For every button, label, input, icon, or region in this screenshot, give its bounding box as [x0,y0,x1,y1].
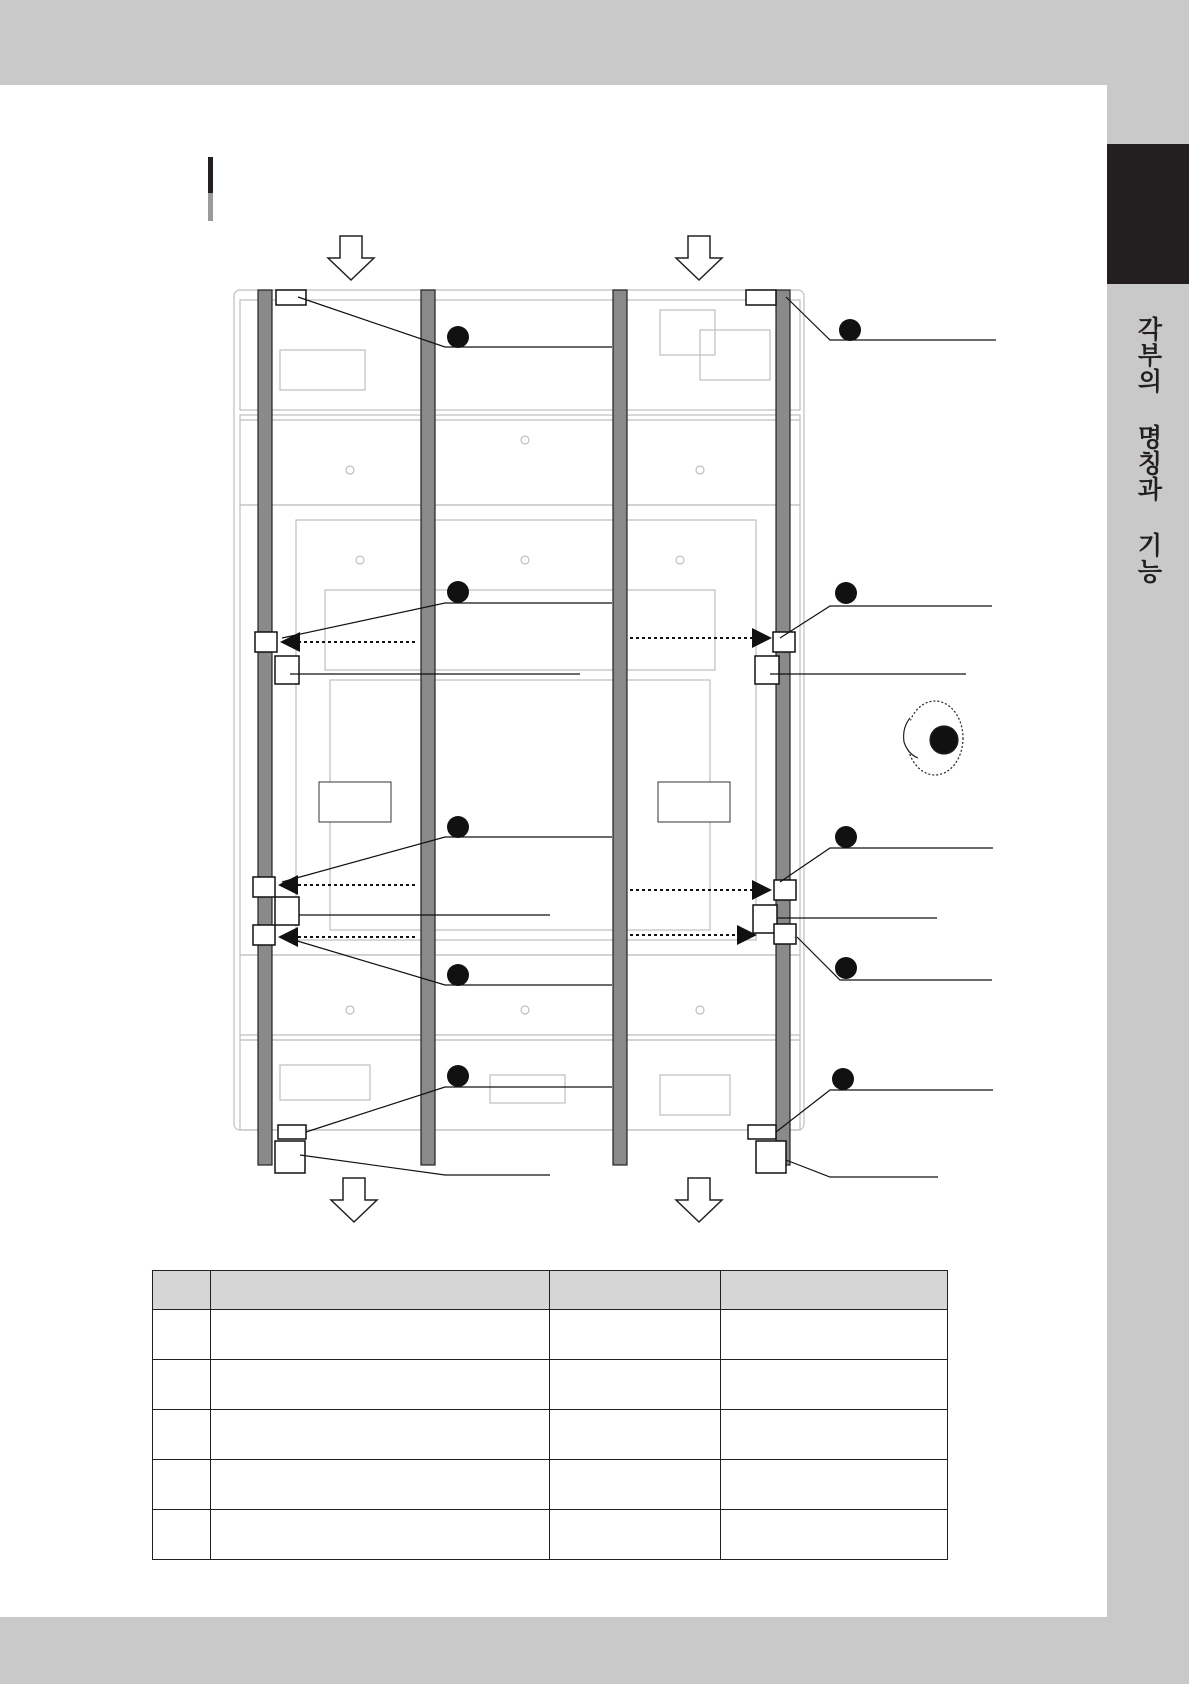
table-cell [211,1510,550,1560]
sensor-bottom-right-2 [756,1141,786,1173]
table-cell [721,1360,948,1410]
callout-dot-right-4 [835,957,857,979]
table-cell [211,1460,550,1510]
sensor-right-3 [774,880,796,900]
chapter-title: 각부의 명칭과 기능 [1134,316,1163,584]
table-cell [153,1410,211,1460]
left-label-box [319,782,391,822]
table-header-cell [721,1271,948,1310]
rail-4 [776,290,790,1165]
rail-3 [613,290,627,1165]
table-cell [153,1310,211,1360]
table-cell [550,1510,721,1560]
flow-out-arrow-right [676,1178,722,1222]
parts-table [152,1270,948,1560]
callout-dot-left-1 [447,326,469,348]
sensor-left-4 [275,897,299,925]
table-header-row [153,1271,948,1310]
sensor-bottom-left-2 [275,1141,305,1173]
table-cell [153,1510,211,1560]
sensor-left-2 [275,656,299,684]
table-cell [721,1460,948,1510]
table-row [153,1310,948,1360]
sensor-bottom-right-1 [748,1125,776,1139]
table-cell [153,1360,211,1410]
table-cell [550,1410,721,1460]
callout-dot-left-5 [447,1065,469,1087]
table-header-cell [211,1271,550,1310]
table-row [153,1410,948,1460]
sensor-left-1 [255,632,277,652]
sensor-top-left [276,290,306,305]
flow-in-arrow-right [676,236,722,280]
operator-figure [904,701,963,775]
rail-2 [421,290,435,1165]
flow-out-arrow-left [331,1178,377,1222]
table-cell [211,1410,550,1460]
table-cell [721,1510,948,1560]
sensor-top-right [746,290,776,305]
table-cell [721,1410,948,1460]
table-row [153,1510,948,1560]
sensor-left-3 [253,877,275,897]
callout-dot-left-2 [447,581,469,603]
table-cell [550,1360,721,1410]
table-row [153,1360,948,1410]
table-cell [211,1310,550,1360]
callout-dot-right-1 [839,319,861,341]
sensor-right-2 [755,656,779,684]
table-row [153,1460,948,1510]
callout-dot-left-3 [447,816,469,838]
table-cell [550,1460,721,1510]
table-header-cell [153,1271,211,1310]
table-cell [550,1310,721,1360]
table-header-cell [550,1271,721,1310]
rail-1 [258,290,272,1165]
table-cell [153,1460,211,1510]
callout-dot-left-4 [447,964,469,986]
callout-dot-right-3 [835,826,857,848]
right-label-box [658,782,730,822]
table-cell [721,1310,948,1360]
flow-in-arrow-left [328,236,374,280]
machine-frame [234,290,804,1130]
sensor-left-5 [253,925,275,945]
table-cell [211,1360,550,1410]
sensor-bottom-left-1 [278,1125,306,1139]
chapter-tab [1107,144,1189,284]
callout-dot-right-2 [835,582,857,604]
callout-dot-right-5 [832,1068,854,1090]
sensor-right-5 [774,924,796,944]
